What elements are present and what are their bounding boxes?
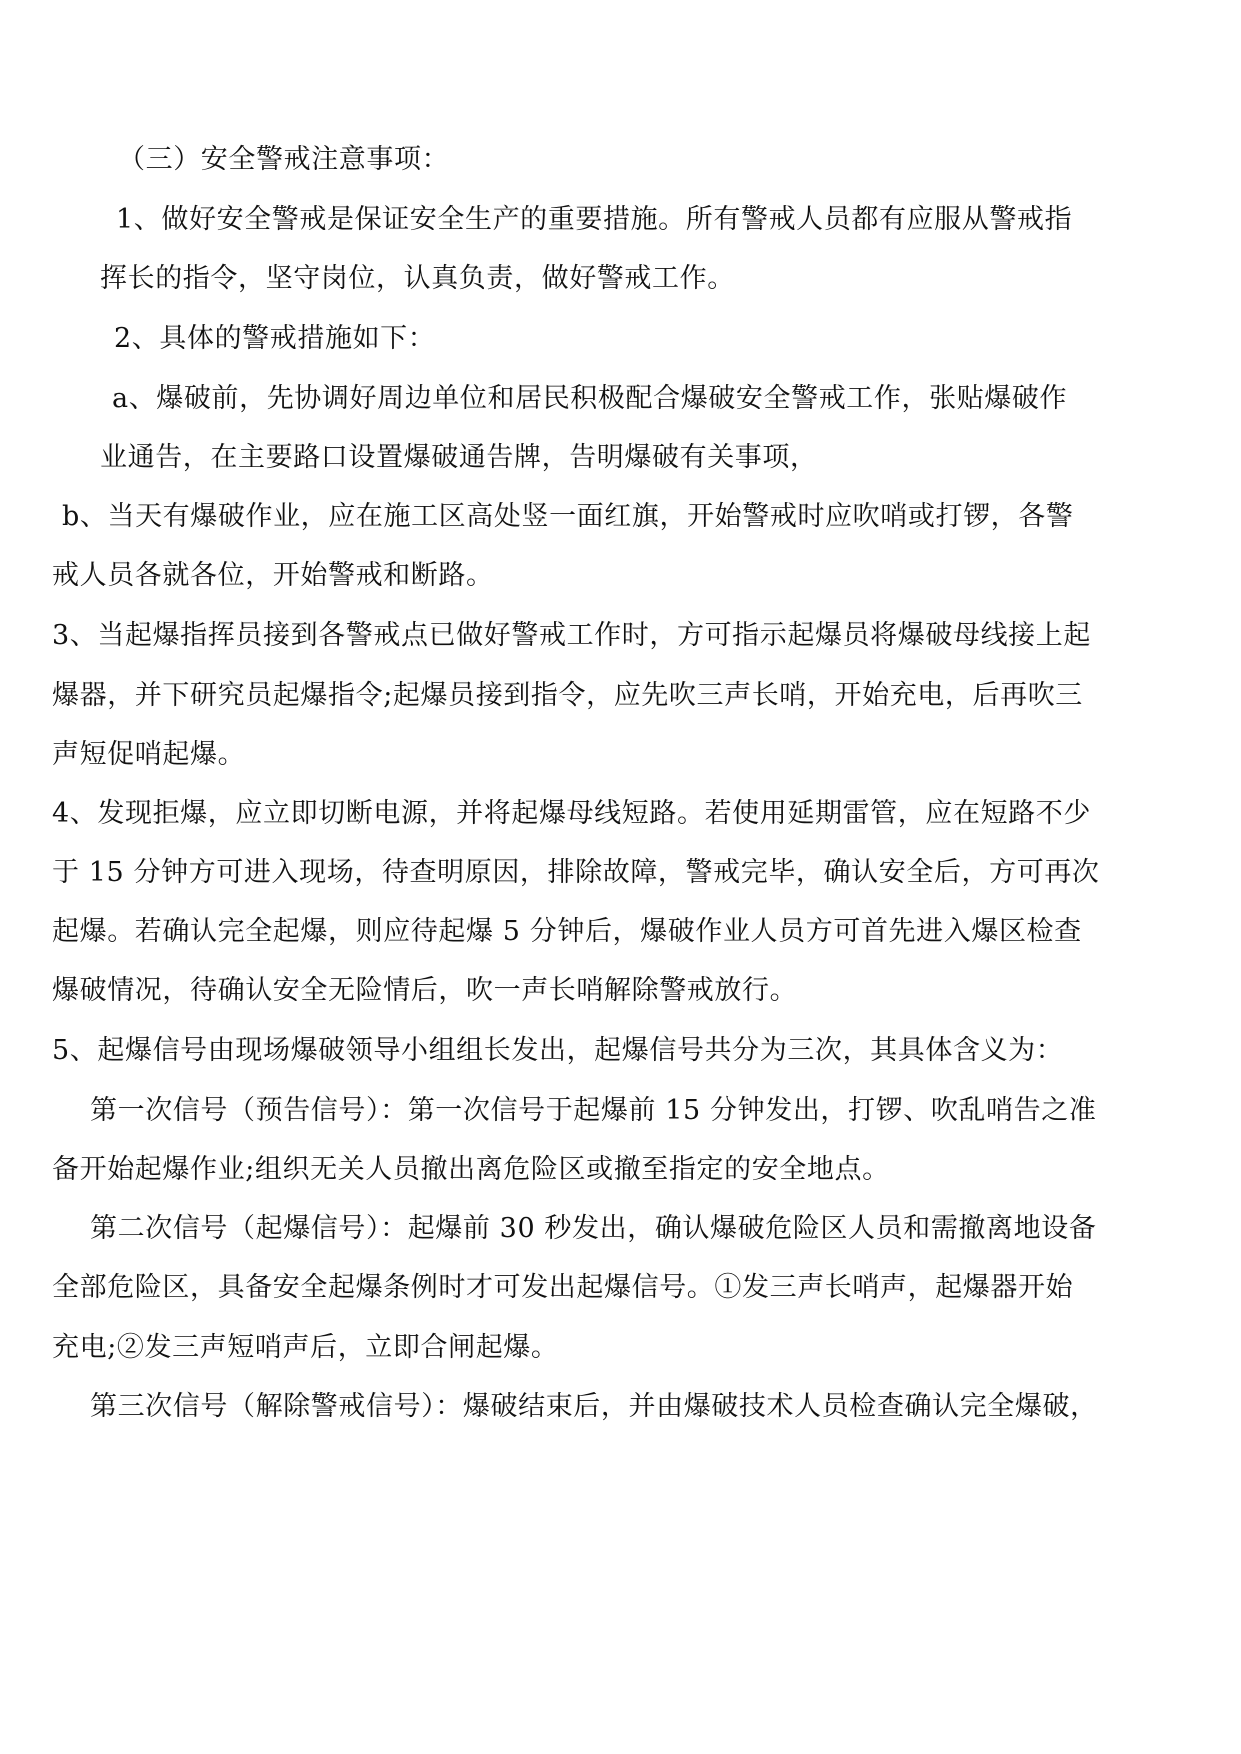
signal-1-line-2: 备开始起爆作业;组织无关人员撤出离危险区或撤至指定的安全地点。: [52, 1154, 890, 1185]
item-2b-line-1: b、当天有爆破作业，应在施工区高处竖一面红旗，开始警戒时应吹哨或打锣，各警: [62, 501, 1074, 532]
item-4-line-4: 爆破情况，待确认安全无险情后，吹一声长哨解除警戒放行。: [52, 975, 798, 1006]
item-1-line-2: 挥长的指令，坚守岗位，认真负责，做好警戒工作。: [100, 263, 735, 294]
item-4-line-1: 4、发现拒爆，应立即切断电源，并将起爆母线短路。若使用延期雷管，应在短路不少: [52, 798, 1091, 829]
signal-3-line-1: 第三次信号（解除警戒信号）：爆破结束后，并由爆破技术人员检查确认完全爆破，: [90, 1391, 1098, 1422]
item-2-line-1: 2、具体的警戒措施如下：: [114, 323, 436, 354]
signal-1-line-1: 第一次信号（预告信号）：第一次信号于起爆前 15 分钟发出，打锣、吹乱哨告之准: [90, 1095, 1097, 1126]
item-5-line-1: 5、起爆信号由现场爆破领导小组组长发出，起爆信号共分为三次，其具体含义为：: [52, 1035, 1064, 1066]
item-2a-line-2: 业通告，在主要路口设置爆破通告牌，告明爆破有关事项，: [100, 442, 818, 473]
signal-2-line-3: 充电;②发三声短哨声后，立即合闸起爆。: [52, 1332, 559, 1363]
item-2a-line-1: a、爆破前，先协调好周边单位和居民积极配合爆破安全警戒工作，张贴爆破作: [112, 383, 1068, 414]
item-1-line-1: 1、做好安全警戒是保证安全生产的重要措施。所有警戒人员都有应服从警戒指: [116, 204, 1073, 235]
section-heading: （三）安全警戒注意事项：: [118, 144, 450, 175]
item-3-line-1: 3、当起爆指挥员接到各警戒点已做好警戒工作时，方可指示起爆员将爆破母线接上起: [52, 620, 1091, 651]
item-3-line-2: 爆器，并下研究员起爆指令;起爆员接到指令，应先吹三声长哨，开始充电，后再吹三: [52, 680, 1083, 711]
signal-2-line-1: 第二次信号（起爆信号）：起爆前 30 秒发出，确认爆破危险区人员和需撤离地设备: [90, 1213, 1097, 1244]
item-3-line-3: 声短促哨起爆。: [52, 739, 246, 770]
item-2b-line-2: 戒人员各就各位，开始警戒和断路。: [52, 560, 494, 591]
signal-2-line-2: 全部危险区，具备安全起爆条例时才可发出起爆信号。①发三声长哨声，起爆器开始: [52, 1272, 1074, 1303]
item-4-line-2: 于 15 分钟方可进入现场，待查明原因，排除故障，警戒完毕，确认安全后，方可再次: [52, 857, 1100, 888]
item-4-line-3: 起爆。若确认完全起爆，则应待起爆 5 分钟后，爆破作业人员方可首先进入爆区检查: [52, 916, 1082, 947]
